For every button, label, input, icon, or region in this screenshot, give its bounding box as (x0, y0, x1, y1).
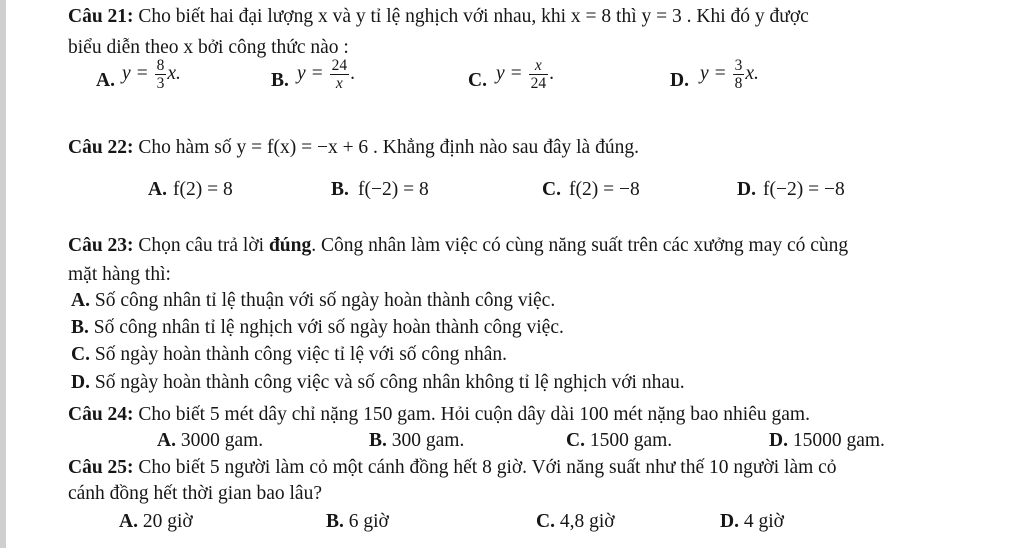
q24-option-b: B. 300 gam. (369, 430, 465, 451)
question-23-title: Câu 23: (68, 235, 134, 256)
q21-option-b-label: B. (271, 70, 289, 91)
q23-option-c: C. Số ngày hoàn thành công việc tỉ lệ với số công nhân. (71, 344, 507, 365)
question-25-line-1 (68, 456, 837, 480)
question-23-emphasis: đúng (268, 235, 312, 256)
q21-option-c: y = $\frac{x}{24}$ . (496, 57, 554, 92)
question-25-line-2: cánh đồng hết thời gian bao lâu? (68, 483, 322, 504)
q23-option-a: A. Số công nhân tỉ lệ thuận với số ngày hoàn thành công việc. (71, 290, 556, 311)
question-22-title: Câu 22: (68, 137, 134, 158)
q21-option-b: y = $\frac{24}{x}$ . (297, 57, 355, 92)
question-22-line (68, 136, 639, 160)
question-21-line-1 (68, 5, 809, 29)
question-24-title: Câu 24: (68, 404, 134, 425)
question-24-text: Cho biết 5 mét dây chỉ nặng 150 gam. Hỏi cuộn dây dài 100 mét nặng bao nhiêu gam. (138, 404, 810, 425)
question-21-title: Câu 21: (68, 6, 134, 27)
question-23-line-1: Câu 23: Chọn câu trả lời đúng. Công nhân làm việc có cùng năng suất trên các xưởng may có cùng (68, 235, 849, 256)
question-21-text: Cho biết hai đại lượng x và y tỉ lệ nghịch với nhau, khi x = 8 thì y = 3 . Khi đó y được (138, 6, 809, 27)
q22-option-b: f(−2) = 8 (358, 179, 429, 200)
q21-option-d: y = $\frac{3}{8}$ x. (700, 57, 759, 92)
q22-option-d-label: D. (737, 179, 756, 200)
q22-option-b-label: B. (331, 179, 349, 200)
q21-option-a-label: A. (96, 70, 115, 91)
q25-option-a: A. 20 giờ (119, 511, 193, 532)
q22-option-a-label: A. (148, 179, 167, 200)
q25-option-c: C. 4,8 giờ (536, 511, 615, 532)
q21-option-a: y = $\frac{8}{3}$ x. (122, 57, 181, 92)
q22-option-d: f(−2) = −8 (763, 179, 845, 200)
question-22-text: Cho hàm số y = f(x) = −x + 6 . Khẳng định nào sau đây là đúng. (138, 137, 639, 158)
q22-option-a: f(2) = 8 (173, 179, 233, 200)
q21-option-d-fraction: $\frac{3}{8}$ (734, 57, 743, 92)
q25-option-d: D. 4 giờ (720, 511, 784, 532)
q24-option-d: D. 15000 gam. (769, 430, 885, 451)
q21-option-d-label: D. (670, 70, 689, 91)
question-25-text: Cho biết 5 người làm cỏ một cánh đồng hết 8 giờ. Với năng suất như thế 10 người làm cỏ (138, 457, 837, 478)
q23-option-d: D. Số ngày hoàn thành công việc và số công nhân không tỉ lệ nghịch với nhau. (71, 372, 685, 393)
page-left-edge (0, 0, 6, 548)
q24-option-a: A. 3000 gam. (157, 430, 264, 451)
q21-option-a-fraction: $\frac{8}{3}$ (156, 57, 165, 92)
question-23-line-2: mặt hàng thì: (68, 264, 171, 285)
q21-option-c-fraction: $\frac{x}{24}$ (530, 57, 547, 92)
q22-option-c-label: C. (542, 179, 561, 200)
q21-option-b-fraction: $\frac{24}{x}$ (331, 57, 348, 92)
q24-option-c: C. 1500 gam. (566, 430, 673, 451)
q23-option-b: B. Số công nhân tỉ lệ nghịch với số ngày hoàn thành công việc. (71, 317, 564, 338)
question-24-line (68, 403, 810, 427)
question-21-line-2: biểu diễn theo x bởi công thức nào : (68, 37, 349, 58)
q25-option-b: B. 6 giờ (326, 511, 389, 532)
q22-option-c: f(2) = −8 (569, 179, 640, 200)
question-25-title: Câu 25: (68, 457, 134, 478)
q21-option-c-label: C. (468, 70, 487, 91)
